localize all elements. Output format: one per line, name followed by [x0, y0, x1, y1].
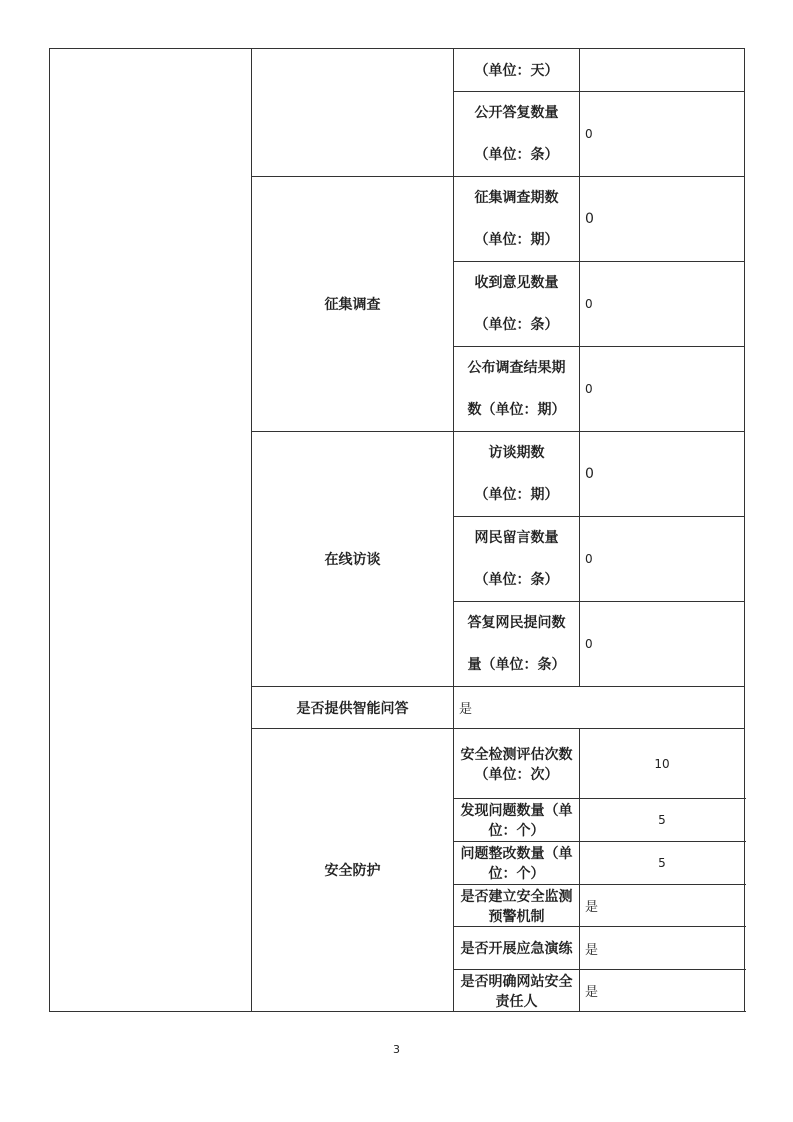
drills-label: 是否开展应急演练 — [454, 927, 580, 970]
warning-mechanism-label: 是否建立安全监测预警机制 — [454, 885, 580, 927]
issues-found-label: 发现问题数量（单位：个） — [454, 799, 580, 842]
issues-fixed-label: 问题整改数量（单位：个） — [454, 842, 580, 885]
interview-answers-label: 答复网民提问数 量（单位：条） — [454, 602, 580, 687]
interview-periods-value: 0 — [580, 432, 745, 517]
survey-results-value: 0 — [580, 347, 745, 432]
public-reply-count-value: 0 — [580, 92, 745, 177]
survey-opinions-label: 收到意见数量 （单位：条） — [454, 262, 580, 347]
issues-fixed-value: 5 — [580, 842, 745, 885]
interview-group-label: 在线访谈 — [252, 432, 454, 687]
interview-periods-label: 访谈期数 （单位：期） — [454, 432, 580, 517]
survey-periods-value: 0 — [580, 177, 745, 262]
public-reply-count-label: 公开答复数量 （单位：条） — [454, 92, 580, 177]
table-row — [50, 49, 745, 92]
interview-messages-label: 网民留言数量 （单位：条） — [454, 517, 580, 602]
issues-found-value: 5 — [580, 799, 745, 842]
security-group-label: 安全防护 — [252, 729, 454, 1012]
survey-periods-label: 征集调查期数 （单位：期） — [454, 177, 580, 262]
smart-qa-label: 是否提供智能问答 — [252, 687, 454, 729]
survey-opinions-value: 0 — [580, 262, 745, 347]
warning-mechanism-value: 是 — [580, 885, 745, 927]
survey-group-label: 征集调查 — [252, 177, 454, 432]
continued-group-cell — [252, 49, 454, 177]
responsible-person-value: 是 — [580, 970, 745, 1012]
smart-qa-value: 是 — [454, 687, 745, 729]
security-evaluations-label: 安全检测评估次数（单位：次） — [454, 729, 580, 799]
unit-day-label: （单位：天） — [454, 49, 580, 92]
interview-messages-value: 0 — [580, 517, 745, 602]
continued-category-cell — [50, 49, 252, 1012]
drills-value: 是 — [580, 927, 745, 970]
unit-day-value — [580, 49, 745, 92]
page-number: 3 — [393, 1043, 400, 1056]
interview-answers-value: 0 — [580, 602, 745, 687]
security-evaluations-value: 10 — [580, 729, 745, 799]
statistics-table — [49, 48, 745, 1012]
responsible-person-label: 是否明确网站安全责任人 — [454, 970, 580, 1012]
survey-results-label: 公布调查结果期 数（单位：期） — [454, 347, 580, 432]
